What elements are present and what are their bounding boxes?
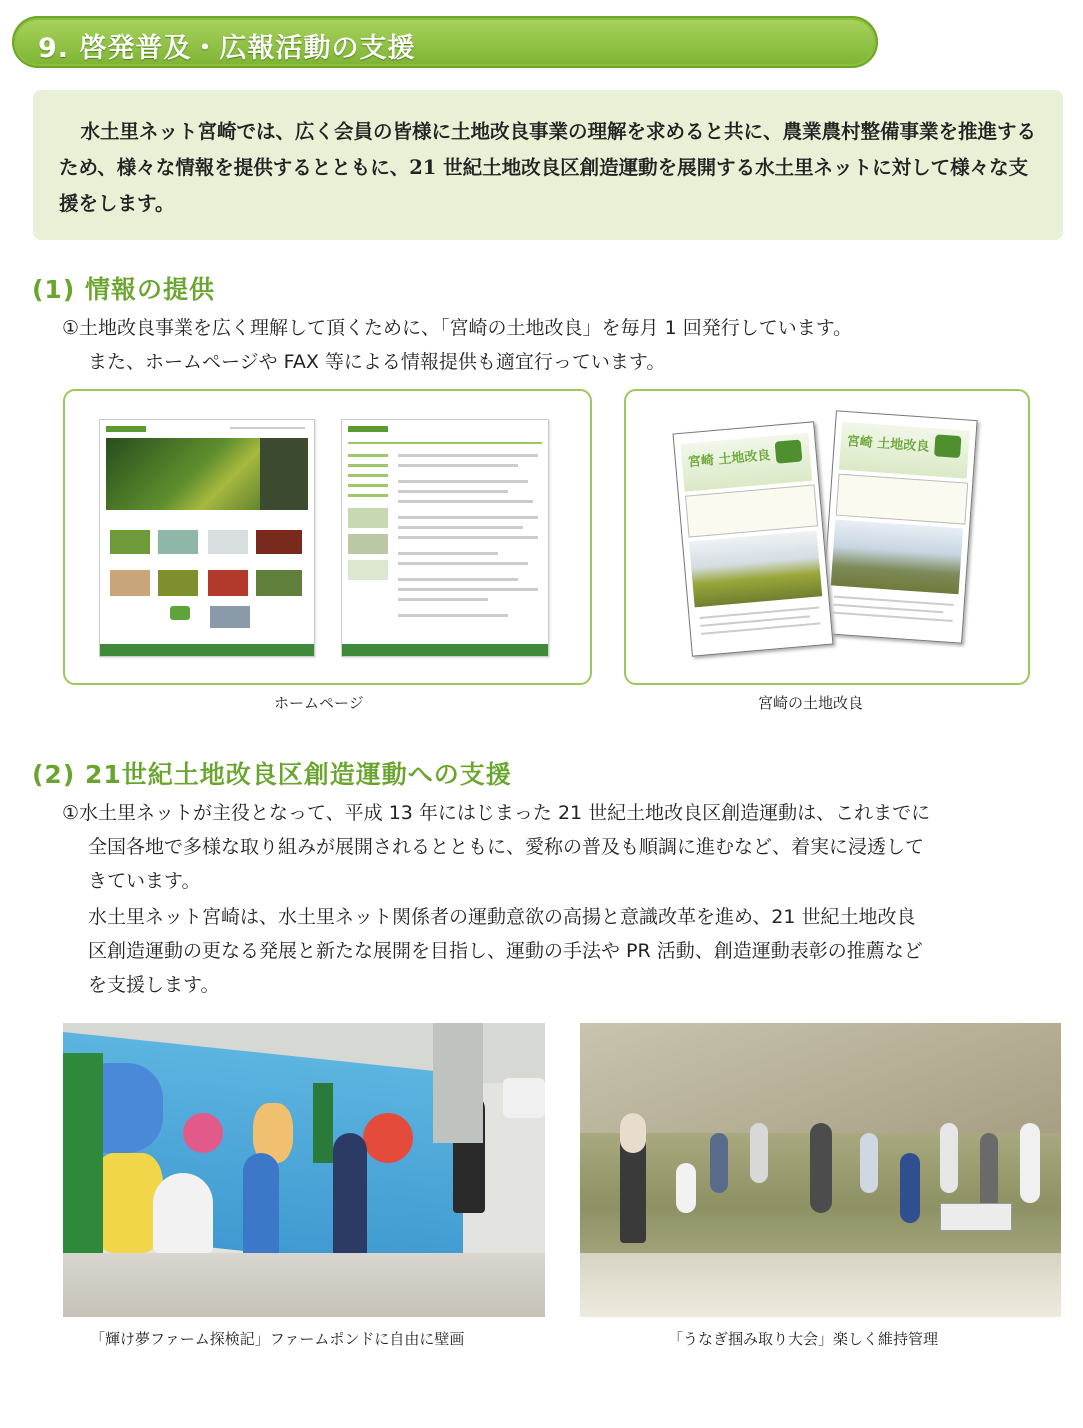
caption-homepage: ホームページ: [274, 694, 364, 712]
mural-photo: [63, 1023, 545, 1317]
movement-para1-line3: きています。: [88, 870, 201, 892]
section-title: 9. 啓発普及・広報活動の支援: [38, 33, 416, 64]
heading-info-provision: (1) 情報の提供: [32, 275, 215, 304]
newsletter-title-front: 宮崎 土地改良: [687, 448, 771, 471]
info-line-1: ①土地改良事業を広く理解して頂くために、「宮崎の土地改良」を毎月 1 回発行しています。: [62, 317, 853, 339]
intro-text: 水土里ネット宮崎では、広く会員の皆様に土地改良事業の理解を求めると共に、農業農村整備事業を推進するため、様々な情報を提供するとともに、21 世紀土地改良区創造運動を展開する水土里ネットに対して様々な支援をします。: [59, 120, 1036, 215]
info-line-2: また、ホームページや FAX 等による情報提供も適宜行っています。: [88, 351, 666, 373]
movement-para1-line1: ①水土里ネットが主役となって、平成 13 年にはじまった 21 世紀土地改良区創造運動は、これまでに: [62, 802, 931, 824]
newsletter-cover-back: [820, 410, 977, 643]
heading-creation-movement: (2) 21世紀土地改良区創造運動への支援: [32, 760, 512, 789]
movement-para2-line1: 水土里ネット宮崎は、水土里ネット関係者の運動意欲の高揚と意識改革を進め、21 世紀土地改良: [88, 906, 916, 928]
caption-newsletter: 宮崎の土地改良: [758, 694, 864, 712]
homepage-frame: [63, 389, 592, 685]
intro-box: [33, 90, 1063, 240]
homepage-screenshot-article: [341, 419, 549, 657]
caption-mural: 「輝け夢ファーム探検記」ファームポンドに自由に壁画: [90, 1330, 465, 1348]
caption-eel-catching: 「うなぎ掴み取り大会」楽しく維持管理: [668, 1330, 939, 1348]
homepage-screenshot-top: [99, 419, 315, 657]
movement-para2-line2: 区創造運動の更なる発展と新たな展開を目指し、運動の手法や PR 活動、創造運動表彰の推薦など: [88, 940, 923, 962]
movement-para2-line3: を支援します。: [88, 974, 220, 996]
section-banner-fill: [16, 20, 874, 64]
movement-para1-line2: 全国各地で多様な取り組みが展開されるとともに、愛称の普及も順調に進むなど、着実に浸透して: [88, 836, 925, 858]
newsletter-title-back: 宮崎 土地改良: [846, 434, 930, 455]
section-banner: [12, 16, 878, 68]
eel-catching-photo: [580, 1023, 1061, 1317]
newsletter-cover-front: [673, 421, 834, 657]
newsletter-frame: [624, 389, 1030, 685]
